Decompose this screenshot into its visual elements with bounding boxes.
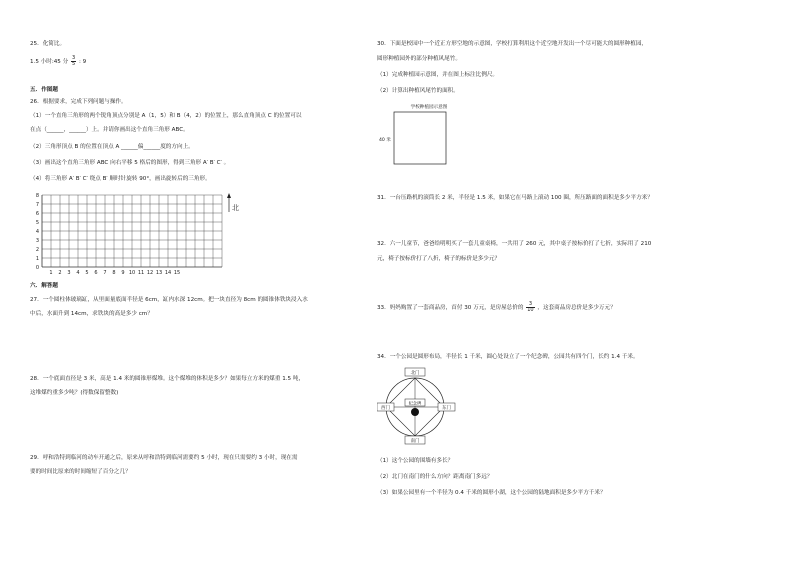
q26-part4: （4）将三角形 A′ B′ C′ 绕点 B′ 顺时针旋转 90°，画出旋转后的三角形。: [30, 176, 211, 182]
grid-y-tick: 3: [35, 238, 39, 244]
q25-expression: [30, 56, 86, 67]
q25-fraction: [71, 56, 76, 67]
grid-x-tick: 8: [112, 270, 116, 276]
grid-x-tick: 15: [173, 270, 181, 276]
coordinate-grid: [30, 190, 250, 280]
q32-line1: 32．六一儿童节，爸爸给明明买了一套儿童桌椅，一共用了 260 元，其中桌子按标价打了七折，实际用了 210: [377, 241, 652, 247]
grid-x-tick: 3: [67, 270, 71, 276]
q29-line2: 要的时间比原来的时间缩短了百分之几？: [30, 469, 131, 475]
q33-pre: 33．妈妈购置了一套商品房，首付 30 万元，是房屋总价的: [377, 305, 524, 311]
q26-part2: （2）三角形顶点 B 的位置在顶点 A ______偏______度的方向上。: [30, 144, 194, 150]
q34-part3: （3）如果公园里有一个半径为 0.4 千米的圆形小湖，这个公园的陆地面积是多少平方千米？: [377, 490, 606, 496]
q30-line1: 30．下面是校园中一个近正方形空地的示意图，学校打算利用这个近空地开发出一个尽可能大的圆形种植园，: [377, 41, 648, 47]
section-5-heading: 五．作图题: [30, 87, 58, 93]
east-gate-label: 东门: [442, 406, 451, 411]
square-plot: [394, 112, 446, 164]
q30-line2: 圆形种植园外的部分种植风尾竹。: [377, 56, 461, 62]
grid-y-tick: 5: [35, 220, 39, 226]
west-gate-label: 西门: [381, 406, 390, 411]
q34-part2: （2）北门在南门的什么方向？距离南门多远？: [377, 474, 493, 480]
monument-label: 纪念碑: [408, 400, 422, 406]
grid-y-tick: 8: [35, 193, 39, 199]
q30-part2: （2）计算出种植风尾竹的面积。: [377, 88, 459, 94]
q26-part3: （3）画出这个直角三角形 ABC 向右平移 5 格后的图形，得到三角形 A′ B′ C′ 。: [30, 160, 230, 166]
grid-y-tick-labels: [36, 193, 39, 271]
q25-expr-a: 1.5 小时:45 分: [30, 59, 69, 65]
q25-title: 25．化简比。: [30, 41, 66, 47]
fraction-denominator: 10: [527, 307, 534, 313]
north-label: 北: [232, 204, 239, 212]
q26-intro: 26．根据要求，完成下列问题与操作。: [30, 99, 127, 105]
q31: 31．一台压路机的滚筒长 2 米，半径是 1.5 米，如果它在马路上滚动 100 圈，所压路面的面积是多少平方米？: [377, 195, 653, 201]
grid-x-tick: 5: [85, 270, 89, 276]
section-6-heading: 六．解答题: [30, 283, 58, 289]
grid-x-tick: 4: [76, 270, 80, 276]
q27-line2: 中后，水面升到 14cm，求铁块的高是多少 cm？: [30, 311, 153, 317]
grid-x-tick-labels: [49, 270, 180, 276]
q28-line2: 这堆煤约重多少吨？(得数保留整数): [30, 390, 119, 396]
q26-part1-b: 在点（______，______）上。并请你画出这个直角三角形 ABC。: [30, 127, 189, 133]
q30-part1: （1）完成种植园示意图，并在图上标注比例尺。: [377, 72, 499, 78]
north-arrow-icon: [227, 193, 231, 212]
q33-fraction: [526, 302, 534, 313]
garden-diagram-title: 学校种植园示意图: [410, 105, 448, 110]
grid-x-tick: 12: [146, 270, 154, 276]
south-gate-label: 南门: [410, 439, 420, 444]
north-gate-label: 北门: [410, 371, 420, 376]
garden-side-label: 40 米: [379, 138, 391, 143]
fraction-numerator: 3: [526, 302, 534, 308]
grid-x-tick: 10: [128, 270, 136, 276]
grid-y-tick: 7: [35, 202, 39, 208]
q26-part1-a: （1）一个直角三角形的两个锐角顶点分别是 A（1，5）和 B（4，2）的位置上，那么直角顶点 C 的位置可以: [30, 113, 302, 119]
q27-line1: 27．一个圆柱体玻璃缸，从里面量底面半径是 6cm，缸内水深 12cm。把一块直径为 8cm 的圆锥体铁块浸入水: [30, 297, 308, 303]
q33-post: ，这套商品房总价是多少万元？: [537, 305, 616, 311]
q25-expr-b: : 9: [79, 59, 87, 65]
grid-x-tick: 7: [103, 270, 107, 276]
park-diagram: [377, 366, 467, 448]
q34: 34．一个公园是圆形布局，半径长 1 千米，圆心处设立了一个纪念碑，公园共有四个门，长约 1.4 千米。: [377, 354, 639, 360]
garden-diagram: [377, 100, 467, 170]
q29-line1: 29．呼和浩特到临河的动车开通之后，原来从呼和浩特到临河需要约 5 小时，现在只需要约 3 小时，现在需: [30, 455, 298, 461]
grid-x-tick: 1: [49, 270, 53, 276]
q32-line2: 元，椅子按标价打了八折，椅子的标价是多少元？: [377, 256, 501, 262]
grid-lines: [42, 195, 222, 267]
grid-y-tick: 1: [35, 256, 39, 262]
fraction-denominator: 5: [72, 61, 76, 67]
q28-line1: 28．一个底面直径是 3 米，高是 1.4 米的圆锥形煤堆。这个煤堆的体积是多少？如果每立方米的煤重 1.5 吨，: [30, 376, 305, 382]
grid-x-tick: 6: [94, 270, 98, 276]
q33: [377, 302, 616, 313]
grid-x-tick: 11: [137, 270, 145, 276]
grid-x-tick: 2: [58, 270, 62, 276]
grid-y-tick: 6: [35, 211, 39, 217]
q34-part1: （1）这个公园的围墙有多长？: [377, 458, 454, 464]
fraction-numerator: 3: [72, 55, 76, 61]
grid-y-tick: 2: [35, 247, 39, 253]
center-dot-icon: [411, 408, 419, 416]
grid-x-tick: 9: [121, 270, 125, 276]
grid-y-tick: 0: [35, 265, 39, 271]
grid-y-tick: 4: [35, 229, 39, 235]
grid-x-tick: 14: [164, 270, 172, 276]
grid-x-tick: 13: [155, 270, 163, 276]
